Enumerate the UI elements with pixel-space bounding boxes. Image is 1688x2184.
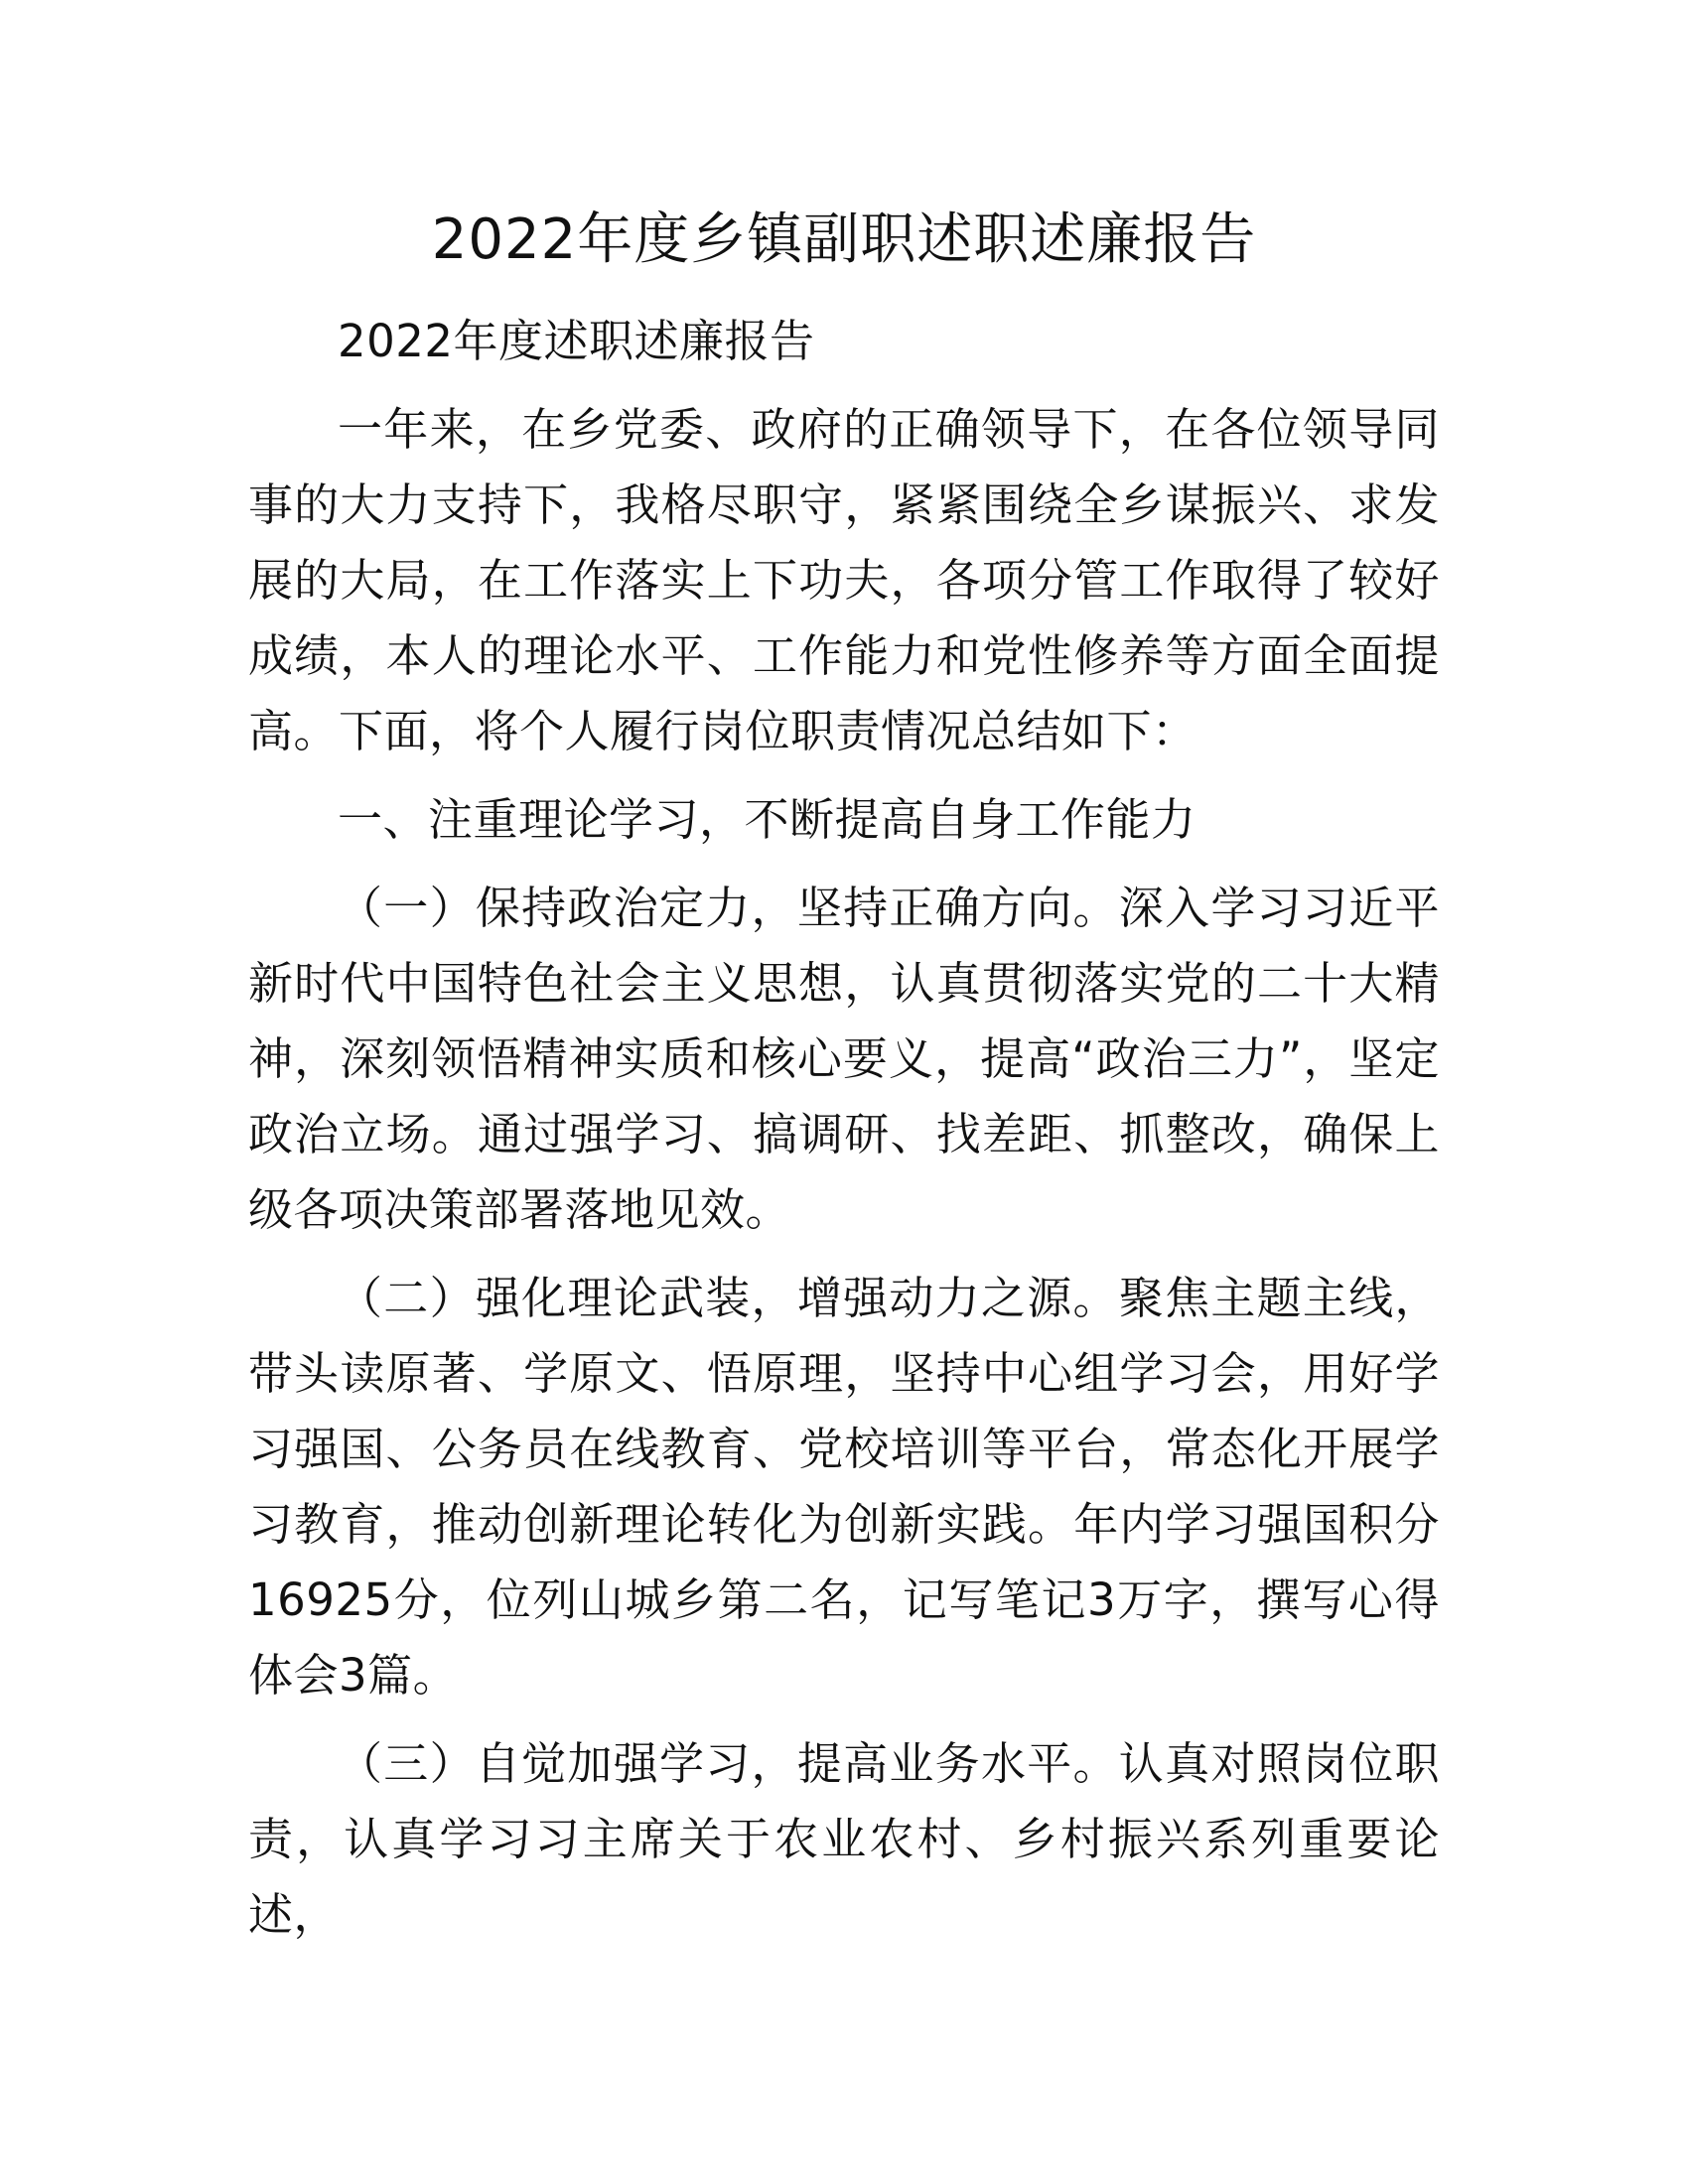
paragraph-intro: 一年来，在乡党委、政府的正确领导下，在各位领导同事的大力支持下，我格尽职守，紧紧围绕全乡谋振兴、求发展的大局，在工作落实上下功夫，各项分管工作取得了较好成绩，本人的理论水平、工作能力和党性修养等方面全面提高。下面，将个人履行岗位职责情况总结如下：: [248, 403, 1440, 757]
document-subtitle: 2022年度述职述廉报告: [338, 315, 815, 367]
document-title: 2022年度乡镇副职述职述廉报告: [431, 207, 1257, 272]
paragraph-study: （三）自觉加强学习，提高业务水平。认真对照岗位职责，认真学习习主席关于农业农村、乡村振兴系列重要论述，: [248, 1737, 1440, 1941]
paragraph-theory: （二）强化理论武装，增强动力之源。聚焦主题主线，带头读原著、学原文、悟原理，坚持中心组学习会，用好学习强国、公务员在线教育、党校培训等平台，常态化开展学习教育，推动创新理论转化为创新实践。年内学习强国积分16925分，位列山城乡第二名，记写笔记3万字，撰写心得体会3篇。: [248, 1272, 1440, 1702]
paragraph-political: （一）保持政治定力，坚持正确方向。深入学习习近平新时代中国特色社会主义思想，认真贯彻落实党的二十大精神，深刻领悟精神实质和核心要义，提高“政治三力”，坚定政治立场。通过强学习、搞调研、找差距、抓整改，确保上级各项决策部署落地见效。: [248, 882, 1440, 1236]
section-heading-1: 一、注重理论学习，不断提高自身工作能力: [338, 793, 1196, 846]
document-body: [248, 304, 1440, 1966]
